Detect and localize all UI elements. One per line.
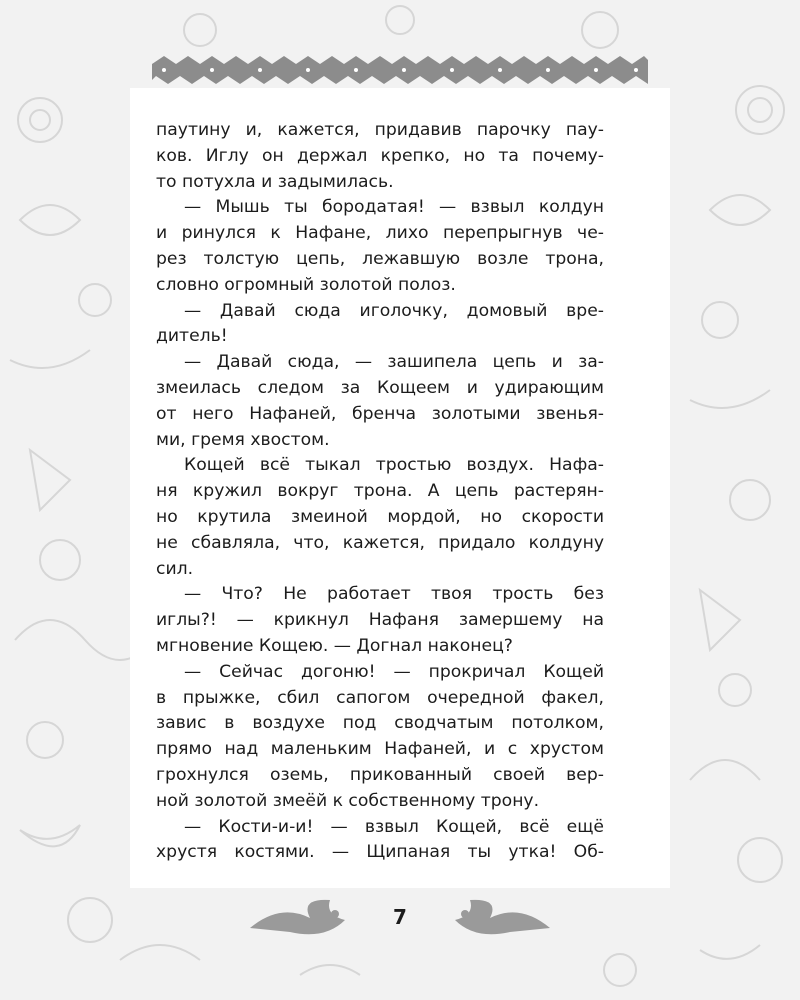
text-line: ня кружил вокруг трона. А цепь растерян- xyxy=(156,481,604,502)
text-line: словно огромный золотой полоз. xyxy=(156,274,456,295)
text-line: — Сейчас догоню! — прокричал Кощей xyxy=(184,661,604,682)
text-line: дитель! xyxy=(156,326,228,347)
text-line: мгновение Кощею. — Догнал наконец? xyxy=(156,635,513,656)
text-line: ми, гремя хвостом. xyxy=(156,429,330,450)
text-line: то потухла и задымилась. xyxy=(156,171,394,192)
text-line: прямо над маленьким Нафаней, и с хрустом xyxy=(156,739,604,760)
zigzag-border xyxy=(152,50,648,90)
text-line: — Что? Не работает твоя трость без xyxy=(184,584,604,605)
text-line: в прыжке, сбил сапогом очередной факел, xyxy=(156,687,604,708)
book-text xyxy=(156,118,604,866)
text-line: ков. Иглу он держал крепко, но та почему- xyxy=(156,145,604,166)
text-line: ной золотой змеёй к собственному трону. xyxy=(156,790,540,811)
text-line: не сбавляла, что, кажется, придало колдуну xyxy=(156,532,604,553)
text-line: от него Нафаней, бренча золотыми звенья- xyxy=(156,403,604,424)
text-line: завис в воздухе под сводчатым потолком, xyxy=(156,713,604,734)
page-number: 7 xyxy=(393,905,407,929)
text-line: змеилась следом за Кощеем и удирающим xyxy=(156,377,604,398)
text-line: иглы?! — крикнул Нафаня замершему на xyxy=(156,610,604,631)
text-line: рез толстую цепь, лежавшую возле трона, xyxy=(156,248,604,269)
text-line: паутину и, кажется, придавив парочку пау- xyxy=(156,120,604,140)
text-line: грохнулся оземь, прикованный своей вер- xyxy=(156,764,604,785)
text-line: — Давай сюда, — зашипела цепь и за- xyxy=(184,352,604,373)
text-line: — Мышь ты бородатая! — взвыл колдун xyxy=(184,197,604,218)
text-line: — Кости-и-и! — взвыл Кощей, всё ещё xyxy=(184,816,604,837)
text-line: Кощей всё тыкал тростью воздух. Нафа- xyxy=(184,455,604,476)
text-line: сил. xyxy=(156,558,194,579)
text-line: и ринулся к Нафане, лихо перепрыгнув че- xyxy=(156,223,604,244)
text-line: хрустя костями. — Щипаная ты утка! Об- xyxy=(156,842,604,863)
text-line: но крутила змеиной мордой, но скорости xyxy=(156,506,604,527)
text-line: — Давай сюда иголочку, домовый вре- xyxy=(184,300,604,321)
